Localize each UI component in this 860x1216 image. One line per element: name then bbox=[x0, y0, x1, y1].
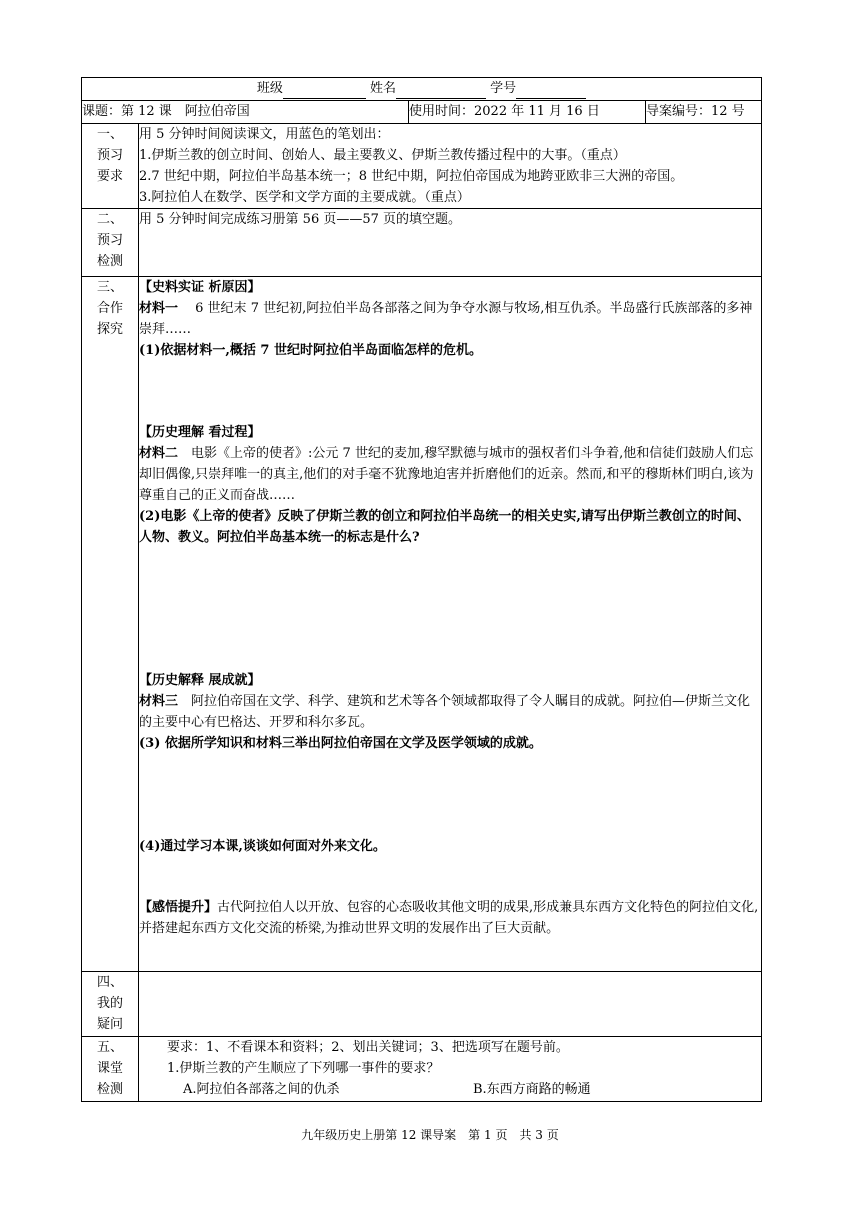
section-4-row bbox=[82, 972, 762, 1037]
page-footer: 九年级历史上册第 12 课导案 第 1 页 共 3 页 bbox=[301, 1128, 559, 1142]
test-question-1-options bbox=[139, 1079, 761, 1100]
section-3-label: 三、 合作 探究 bbox=[82, 277, 139, 972]
answer-space-3 bbox=[139, 754, 761, 836]
preview-item-2: 2.7 世纪中期，阿拉伯半岛基本统一；8 世纪中期，阿拉伯帝国成为地跨亚欧非三大洲的帝国。 bbox=[139, 169, 684, 184]
question-3: (3) 依据所学知识和材料三举出阿拉伯帝国在文学及医学领域的成就。 bbox=[139, 736, 542, 751]
preview-test-text: 用 5 分钟时间完成练习册第 56 页——57 页的填空题。 bbox=[139, 212, 462, 227]
section-1-row bbox=[82, 124, 762, 209]
name-label: 姓名 bbox=[370, 81, 397, 96]
heading-evidence: 【史料实证 析原因】 bbox=[139, 280, 261, 295]
section-2-content bbox=[139, 209, 762, 277]
section-3-content bbox=[139, 277, 762, 972]
section-5-label: 五、 课堂 检测 bbox=[82, 1037, 139, 1102]
section-5-content bbox=[139, 1037, 762, 1102]
section-3-row bbox=[82, 277, 762, 972]
student-info-header bbox=[82, 78, 762, 101]
answer-space-1 bbox=[139, 361, 761, 422]
material-3: 材料三 阿拉伯帝国在文学、科学、建筑和艺术等各个领域都取得了令人瞩目的成就。阿拉伯—伊斯兰文化的主要中心有巴格达、开罗和科尔多瓦。 bbox=[139, 694, 751, 730]
heading-interpretation: 【历史解释 展成就】 bbox=[139, 673, 261, 688]
option-a: A.阿拉伯各部落之间的仇杀 bbox=[183, 1082, 340, 1097]
material-2: 材料二 电影《上帝的使者》:公元 7 世纪的麦加,穆罕默德与城市的强权者们斗争着,他和信徒们鼓励人们忘却旧偶像,只崇拜唯一的真主,他们的对手毫不犹豫地迫害并折磨他们的近亲。然而,和平的穆斯林们明白,该为尊重自己的正义而奋战…… bbox=[139, 446, 754, 503]
answer-space-2 bbox=[139, 548, 761, 670]
test-requirements: 要求：1、不看课本和资料；2、划出关键词；3、把选项写在题号前。 bbox=[167, 1040, 569, 1055]
section-2-label: 二、 预习 检测 bbox=[82, 209, 139, 277]
question-1: (1)依据材料一,概括 7 世纪时阿拉伯半岛面临怎样的危机。 bbox=[139, 343, 482, 358]
section-5-row bbox=[82, 1037, 762, 1102]
guide-number: 导案编号：12 号 bbox=[646, 101, 762, 124]
name-blank bbox=[396, 81, 486, 99]
section-4-content bbox=[139, 972, 762, 1037]
use-date: 使用时间：2022 年 11 月 16 日 bbox=[409, 101, 646, 124]
student-id-blank bbox=[516, 81, 586, 99]
test-question-1: 1.伊斯兰教的产生顺应了下列哪一事件的要求？ bbox=[167, 1061, 440, 1076]
student-id-label: 学号 bbox=[490, 81, 517, 96]
info-row bbox=[82, 101, 762, 124]
option-b: B.东西方商路的畅通 bbox=[473, 1082, 591, 1097]
section-2-row bbox=[82, 209, 762, 277]
question-2: (2)电影《上帝的使者》反映了伊斯兰教的创立和阿拉伯半岛统一的相关史实,请写出伊斯兰教创立的时间、人物、教义。阿拉伯半岛基本统一的标志是什么? bbox=[139, 509, 750, 545]
section-1-content bbox=[139, 124, 762, 209]
worksheet-table bbox=[81, 77, 762, 1102]
worksheet bbox=[81, 77, 761, 1102]
header-row bbox=[82, 78, 762, 101]
preview-item-3: 3.阿拉伯人在数学、医学和文学方面的主要成就。（重点） bbox=[139, 190, 470, 205]
question-4: (4)通过学习本课,谈谈如何面对外来文化。 bbox=[139, 839, 386, 854]
section-4-label: 四、 我的 疑问 bbox=[82, 972, 139, 1037]
class-blank bbox=[283, 81, 366, 99]
section-1-label: 一、 预习 要求 bbox=[82, 124, 139, 209]
class-label: 班级 bbox=[256, 81, 283, 96]
reflection: 【感悟提升】古代阿拉伯人以开放、包容的心态吸收其他文明的成果,形成兼具东西方文化特色的阿拉伯文化,并搭建起东西方文化交流的桥梁,为推动世界文明的发展作出了巨大贡献。 bbox=[139, 900, 759, 936]
material-1: 材料一 6 世纪末 7 世纪初,阿拉伯半岛各部落之间为争夺水源与牧场,相互仇杀。半岛盛行氏族部落的多神崇拜…… bbox=[139, 301, 753, 337]
preview-intro: 用 5 分钟时间阅读课文，用蓝色的笔划出： bbox=[139, 127, 390, 142]
heading-understanding: 【历史理解 看过程】 bbox=[139, 425, 261, 440]
answer-space-4 bbox=[139, 857, 761, 897]
lesson-title: 课题：第 12 课 阿拉伯帝国 bbox=[82, 101, 409, 124]
preview-item-1: 1.伊斯兰教的创立时间、创始人、最主要教义、伊斯兰教传播过程中的大事。（重点） bbox=[139, 148, 626, 163]
